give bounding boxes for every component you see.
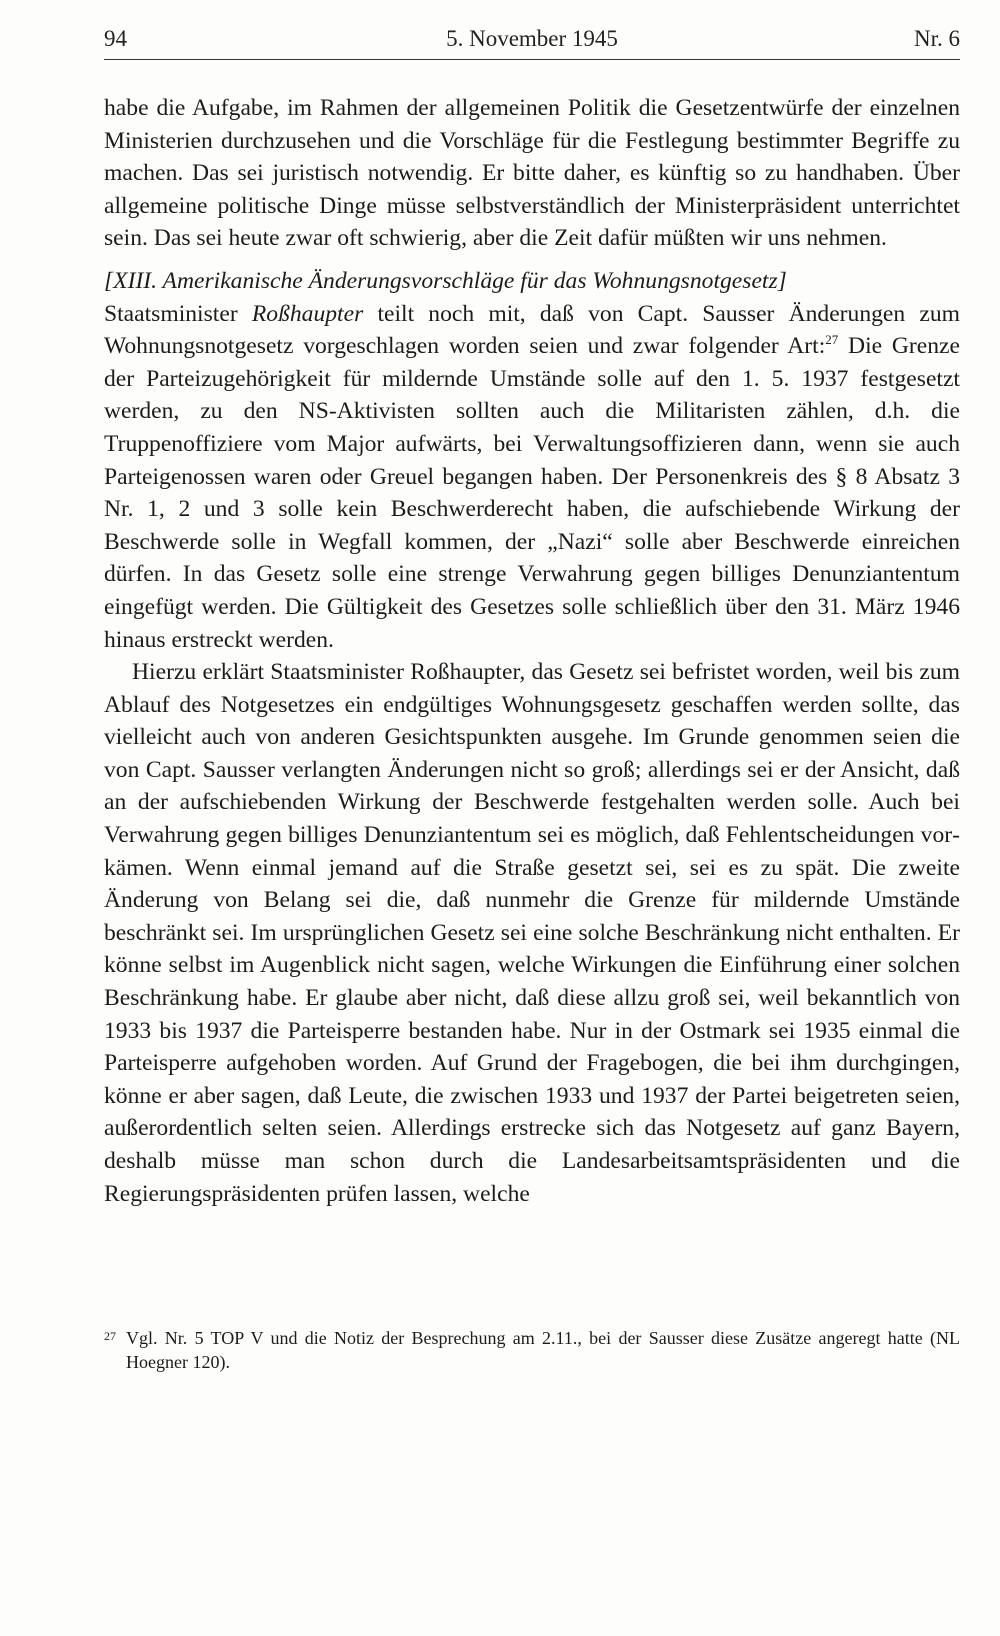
footnote-reference[interactable]: 27 xyxy=(825,332,839,348)
paragraph-2-lead: Staatsminister xyxy=(104,300,252,327)
header-date: 5. November 1945 xyxy=(446,26,618,51)
section-heading: [XIII. Amerikanische Änderungsvorschläge für das Wohnungsnotgesetz] xyxy=(104,267,787,294)
footnote xyxy=(104,1326,960,1374)
header-rule xyxy=(104,59,960,60)
footnote-number: 27 xyxy=(104,1329,116,1343)
body-text xyxy=(104,92,960,1210)
header-issue-number: Nr. 6 xyxy=(914,26,960,51)
running-header xyxy=(104,26,960,60)
paragraph-2 xyxy=(104,298,960,657)
paragraph-2-mid: teilt noch mit, daß von Capt. Sausser Änderungen zum Wohnungsnotgesetz vorgeschlagen worden seien und zwar folgender Art: xyxy=(104,300,960,360)
paragraph-2-rest: Die Grenze der Parteizugehörigkeit für mildernde Umstände solle auf den 1. 5. 1937 festgesetzt werden, zu den NS-Aktivisten sollten auch die Militaristen zählen, d.h. die Truppenoffiziere vom Major aufwärts, bei Verwaltungsoffizieren dann, wenn sie auch Parteigenossen waren oder Greuel begangen haben. Der Personenkreis des § 8 Absatz 3 Nr. 1, 2 und 3 solle kein Beschwerderecht haben, die aufschiebende Wirkung der Beschwerde solle in Wegfall kommen, der „Nazi“ solle aber Beschwerde einreichen dürfen. In das Gesetz solle eine strenge Verwahrung gegen billiges Denunziantentum eingefügt werden. Die Gültigkeit des Gesetzes solle schließlich über den 31. März 1946 hinaus erstreckt werden. xyxy=(104,333,960,653)
footnote-text: Vgl. Nr. 5 TOP V und die Notiz der Besprechung am 2.11., bei der Sausser diese Zusätze angeregt hatte (NL Hoegner 120). xyxy=(126,1328,960,1372)
minister-name: Roßhaupter xyxy=(251,300,364,327)
footnotes xyxy=(104,1326,960,1374)
paragraph-1: habe die Aufgabe, im Rahmen der allgemeinen Politik die Gesetzentwürfe der einzelnen Ministerien durchzusehen und die Vorschläge für die Festlegung bestimmter Begriffe zu machen. Das sei juristisch notwendig. Er bitte daher, es künftig so zu handhaben. Über allgemeine politische Dinge müsse selbstverständlich der Ministerpräsident unterrichtet sein. Das sei heute zwar oft schwierig, aber die Zeit dafür müßten wir uns nehmen. xyxy=(104,95,960,252)
paragraph-3: Hierzu erklärt Staatsminister Roßhaupter, das Gesetz sei befristet worden, weil bis zum Ablauf des Notgesetzes ein endgültiges Wohnungsgesetz geschaffen werden sollte, das vielleicht auch von anderen Gesichtspunkten ausgehe. Im Grunde genommen seien die von Capt. Sausser verlangten Änderungen nicht so groß; allerdings sei er der Ansicht, daß an der aufschiebenden Wirkung der Beschwerde festgehalten werden solle. Auch bei Verwahrung gegen billiges Denunziantentum sei es möglich, daß Fehlentscheidungen vorkämen. Wenn einmal jemand auf die Straße gesetzt sei, sei es zu spät. Die zweite Änderung von Belang sei die, daß nunmehr die Grenze für mildernde Umstände beschränkt sei. Im ursprünglichen Gesetz sei eine solche Beschränkung nicht enthalten. Er könne selbst im Augenblick nicht sagen, welche Wirkungen die Einführung einer solchen Beschränkung habe. Er glaube aber nicht, daß diese allzu groß sei, weil bekanntlich von 1933 bis 1937 die Parteisperre bestanden habe. Nur in der Ostmark sei 1935 einmal die Parteisperre aufgehoben worden. Auf Grund der Fragebogen, die bei ihm durchgingen, könne er aber sagen, daß Leute, die zwischen 1933 und 1937 der Partei beigetreten seien, außerordentlich selten seien. Allerdings erstrecke sich das Notgesetz auf ganz Bayern, deshalb müsse man schon durch die Landesarbeitsamtspräsidenten und die Regierungspräsidenten prüfen lassen, welche xyxy=(104,659,960,1207)
page-number: 94 xyxy=(104,26,127,51)
